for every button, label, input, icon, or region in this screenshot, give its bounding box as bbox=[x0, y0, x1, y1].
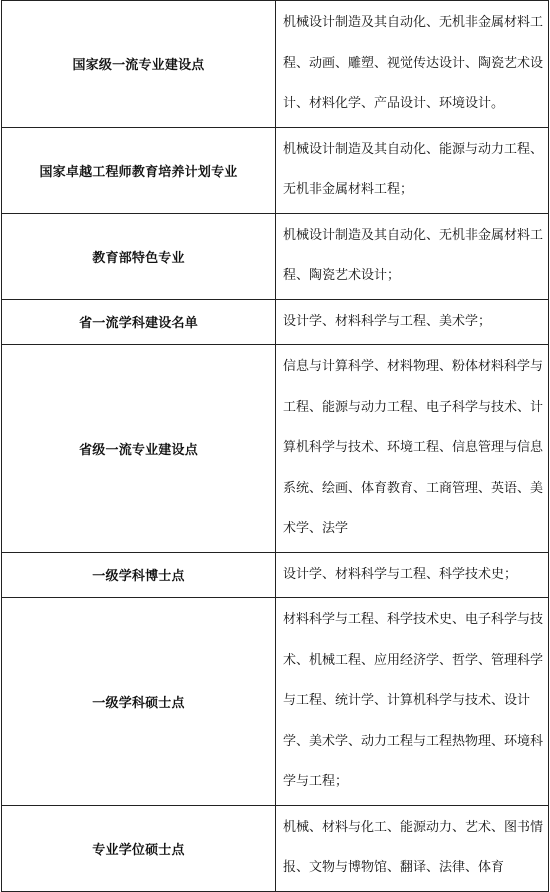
row-label: 专业学位硕士点 bbox=[2, 805, 276, 891]
row-value bbox=[276, 127, 549, 213]
row-label: 国家卓越工程师教育培养计划专业 bbox=[2, 127, 276, 213]
row-value bbox=[276, 552, 549, 598]
row-value bbox=[276, 598, 549, 806]
row-value-text: 信息与计算科学、材料物理、粉体材料科学与工程、能源与动力工程、电子科学与技术、计算机科学与技术、环境工程、信息管理与信息系统、绘画、体育教育、工商管理、英语、美术学、法学 bbox=[283, 359, 544, 536]
row-label: 省级一流专业建设点 bbox=[2, 345, 276, 553]
row-label: 一级学科博士点 bbox=[2, 552, 276, 598]
row-value-text: 机械设计制造及其自动化、无机非金属材料工程、动画、雕塑、视觉传达设计、陶瓷艺术设计、材料化学、产品设计、环境设计。 bbox=[283, 15, 544, 111]
table-row bbox=[2, 805, 549, 891]
row-value bbox=[276, 213, 549, 299]
row-label: 教育部特色专业 bbox=[2, 213, 276, 299]
table-row bbox=[2, 345, 549, 553]
table-row bbox=[2, 552, 549, 598]
info-table bbox=[1, 0, 549, 892]
row-label: 国家级一流专业建设点 bbox=[2, 1, 276, 128]
row-value bbox=[276, 345, 549, 553]
row-value bbox=[276, 299, 549, 345]
row-value-text: 材料科学与工程、科学技术史、电子科学与技术、机械工程、应用经济学、哲学、管理科学与工程、统计学、计算机科学与技术、设计学、美术学、动力工程与工程热物理、环境科学与工程； bbox=[283, 612, 544, 789]
row-value-text: 机械、材料与化工、能源动力、艺术、图书情报、文物与博物馆、翻译、法律、体育 bbox=[283, 819, 544, 875]
row-value-text: 设计学、材料科学与工程、科学技术史； bbox=[283, 566, 518, 582]
table-row bbox=[2, 127, 549, 213]
row-value bbox=[276, 805, 549, 891]
table-row bbox=[2, 598, 549, 806]
row-value-text: 设计学、材料科学与工程、美术学； bbox=[283, 313, 492, 329]
table-row bbox=[2, 1, 549, 128]
row-value-text: 机械设计制造及其自动化、能源与动力工程、无机非金属材料工程； bbox=[283, 141, 544, 197]
row-label: 省一流学科建设名单 bbox=[2, 299, 276, 345]
table-row bbox=[2, 299, 549, 345]
row-value bbox=[276, 1, 549, 128]
table-row bbox=[2, 213, 549, 299]
row-value-text: 机械设计制造及其自动化、无机非金属材料工程、陶瓷艺术设计； bbox=[283, 227, 544, 283]
row-label: 一级学科硕士点 bbox=[2, 598, 276, 806]
